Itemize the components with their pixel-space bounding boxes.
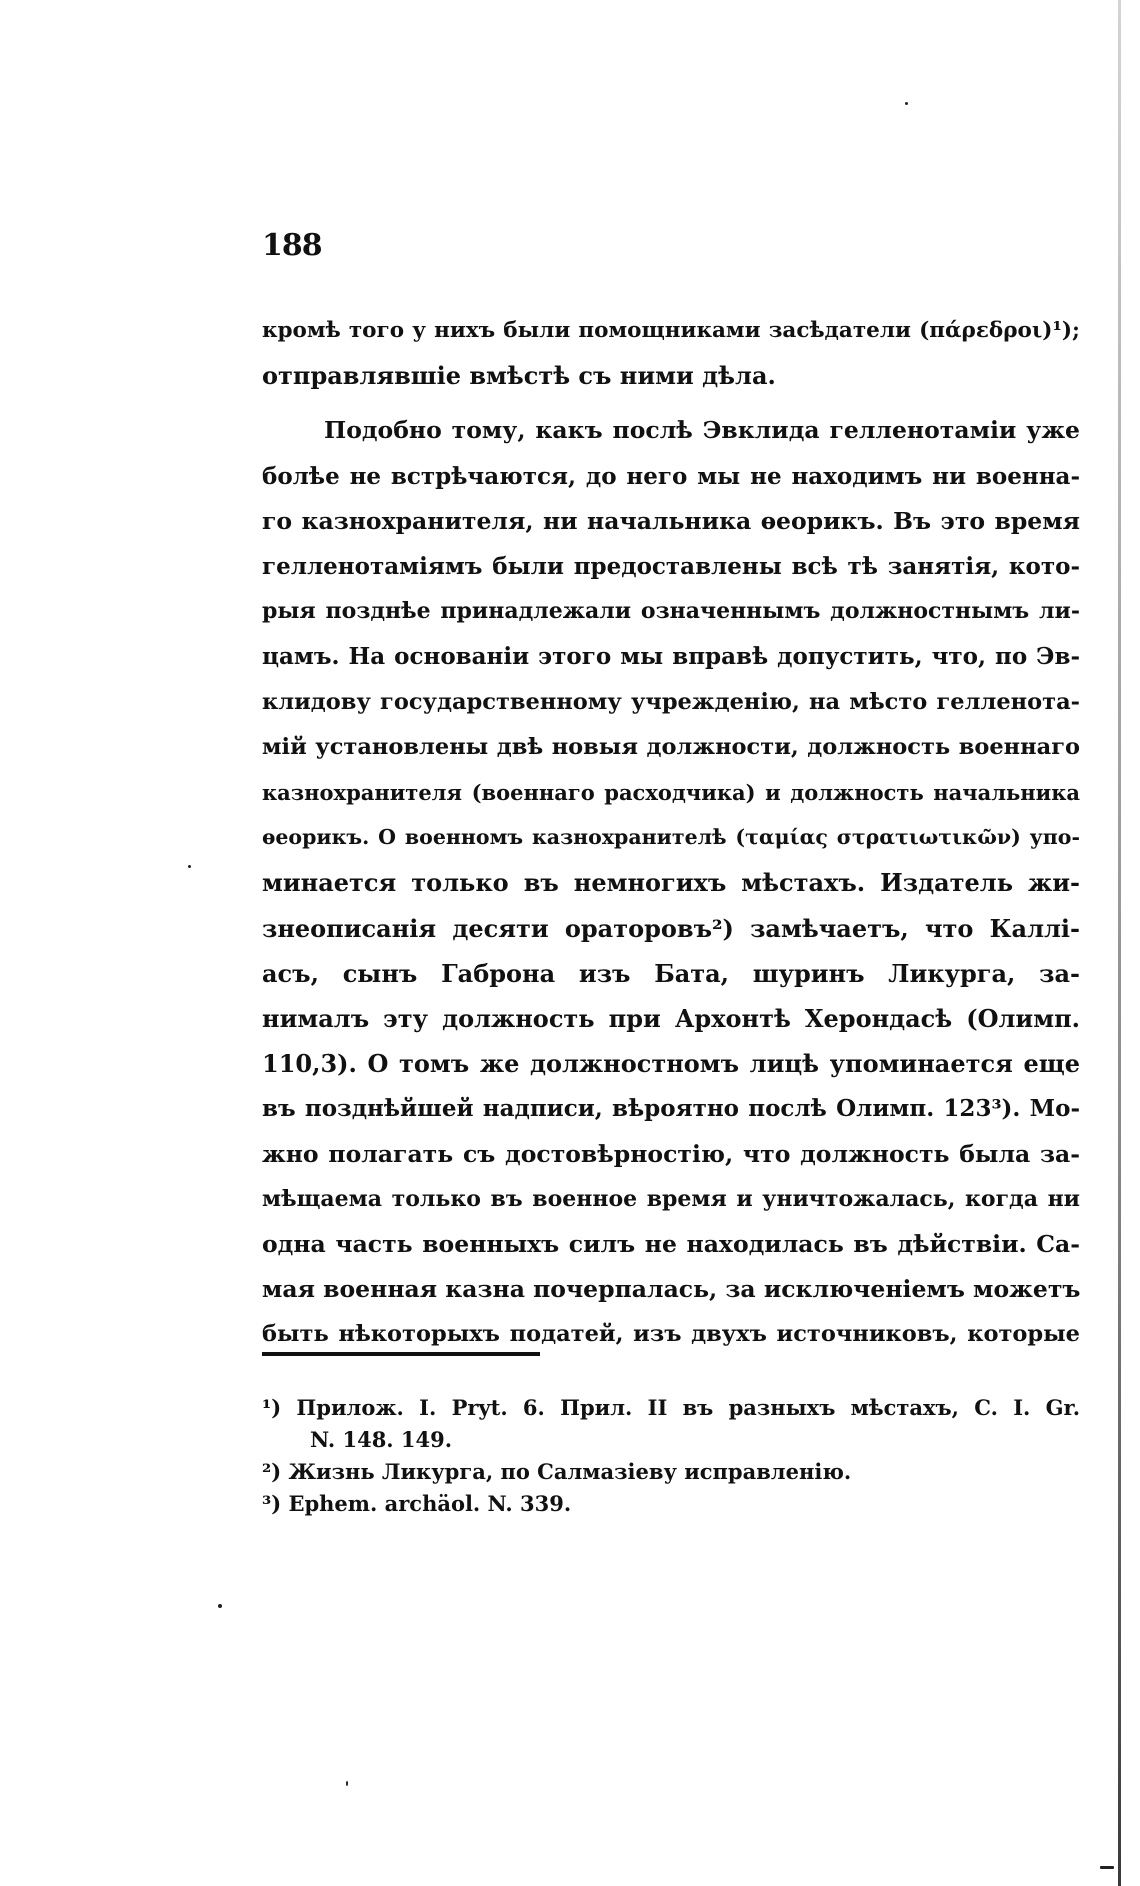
text-line: клидову государственному учрежденію, на мѣсто гелленота- (262, 688, 1080, 715)
text-line: отправлявшіе вмѣстѣ съ ними дѣла. (262, 361, 776, 391)
page-number: 188 (262, 228, 322, 263)
text-line: въ позднѣйшей надписи, вѣроятно послѣ Олимп. 123³). Мо- (262, 1095, 1080, 1123)
scan-speck (188, 865, 191, 868)
text-line: одна часть военныхъ силъ не находилась въ дѣйствіи. Са- (262, 1230, 1080, 1259)
scan-page-edge (1118, 0, 1121, 1886)
text-line: казнохранителя (военнаго расходчика) и должность начальника (262, 780, 1080, 806)
text-line: 110,3). О томъ же должностномъ лицѣ упоминается еще (262, 1049, 1080, 1079)
text-line: Подобно тому, какъ послѣ Эвклида гелленотаміи уже (324, 416, 1080, 445)
text-line: цамъ. На основаніи этого мы вправѣ допустить, что, по Эв- (262, 643, 1080, 671)
scan-speck (218, 1604, 222, 1608)
text-line: быть нѣкоторыхъ податей, изъ двухъ источниковъ, которые (262, 1321, 1080, 1348)
text-line: мѣщаема только въ военное время и уничтожалась, когда ни (262, 1185, 1080, 1212)
footnote-1-continuation: N. 148. 149. (310, 1427, 453, 1452)
text-line: знеописанія десяти ораторовъ²) замѣчаетъ, что Каллі- (262, 913, 1080, 943)
text-line: гелленотаміямъ были предоставлены всѣ тѣ занятія, кото- (262, 553, 1080, 581)
text-line: болѣе не встрѣчаются, до него мы не находимъ ни военна- (262, 462, 1080, 490)
text-line: асъ, сынъ Габрона изъ Бата, шуринъ Ликурга, за- (262, 958, 1080, 988)
text-line: ѳеорикъ. О военномъ казнохранителѣ (ταμίας στρατιωτικῶν) упо- (262, 825, 1080, 850)
text-line: жно полагать съ достовѣрностію, что должность была за- (262, 1139, 1080, 1168)
text-line: мій установлены двѣ новыя должности, должность военнаго (262, 733, 1080, 760)
scan-speck (905, 102, 908, 105)
footnotes (262, 1392, 1080, 1520)
main-text (262, 308, 1080, 1358)
footnote-1: ¹) Прилож. I. Pryt. 6. Прил. II въ разныхъ мѣстахъ, C. I. Gr. (262, 1395, 1080, 1420)
text-line: нималъ эту должность при Архонтѣ Херондасѣ (Олимп. (262, 1004, 1080, 1034)
footnote-3: ³) Ephem. archäol. N. 339. (262, 1491, 572, 1516)
footnote-2: ²) Жизнь Ликурга, по Салмазіеву исправленію. (262, 1459, 852, 1484)
footnote-separator (262, 1352, 540, 1356)
text-line: рыя позднѣе принадлежали означеннымъ должностнымъ ли- (262, 598, 1080, 625)
text-line: кромѣ того у нихъ были помощниками засѣдатели (πάρεδροι)¹); (262, 318, 1080, 343)
scan-speck (1100, 1866, 1114, 1869)
text-line: минается только въ немногихъ мѣстахъ. Издатель жи- (262, 868, 1080, 898)
text-line: мая военная казна почерпалась, за исключеніемъ можетъ (262, 1275, 1081, 1304)
scan-speck (346, 1781, 348, 1786)
text-line: го казнохранителя, ни начальника ѳеорикъ. Въ это время (262, 506, 1080, 535)
